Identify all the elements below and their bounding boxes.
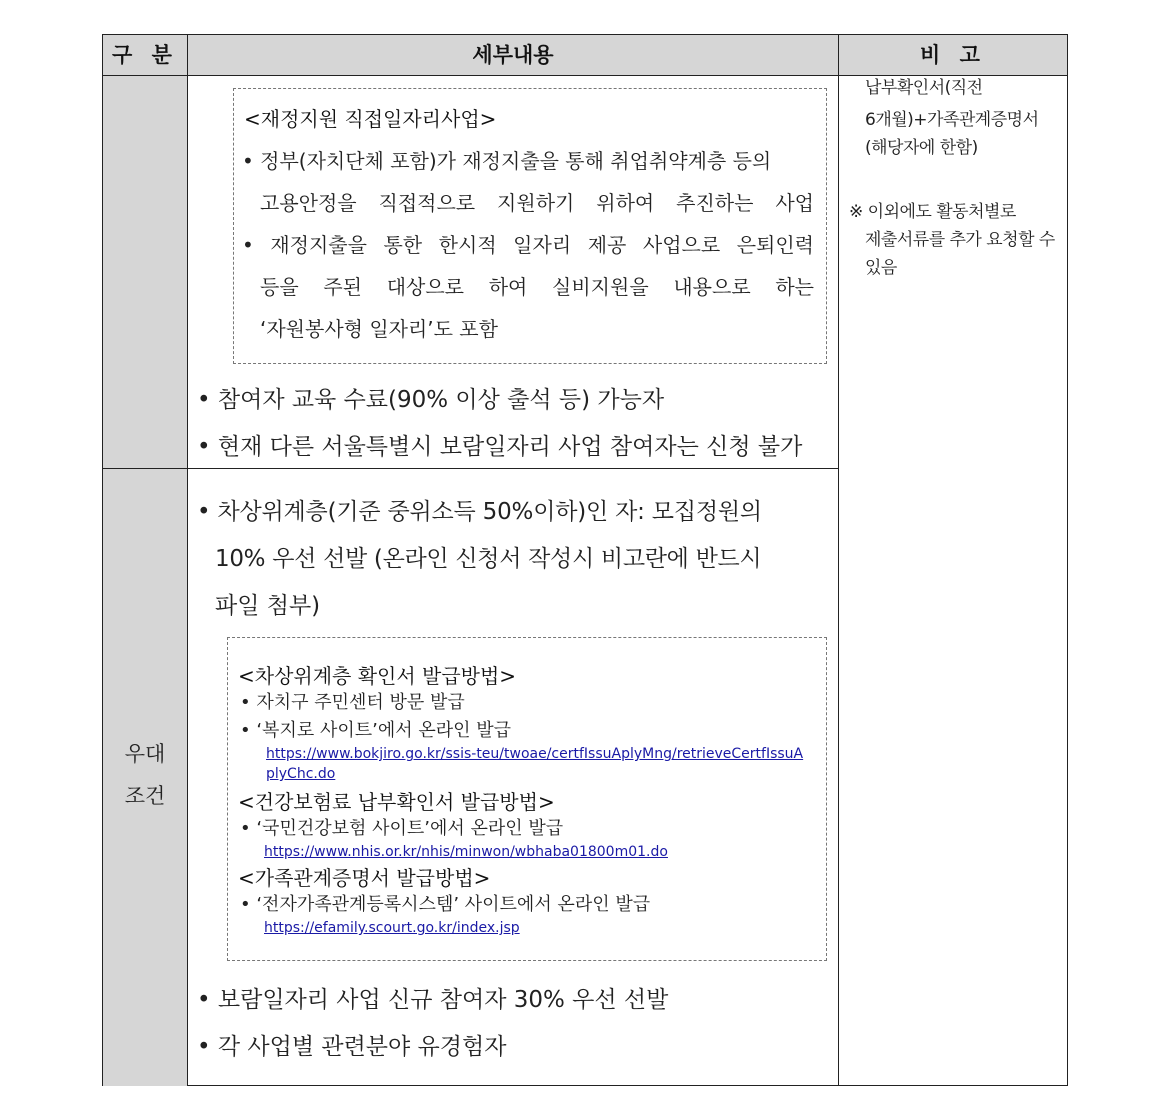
category-column <box>103 76 187 1086</box>
eligibility-table <box>102 34 1068 1086</box>
bullet-education-completion: • 참여자 교육 수료(90% 이상 출석 등) 가능자 <box>197 387 665 413</box>
remarks-line3: (해당자에 한함) <box>865 138 978 158</box>
preference-label-line1: 우대 <box>124 742 166 766</box>
direct-job-program-title: <재정지원 직접일자리사업> <box>244 107 497 131</box>
column-divider-1 <box>187 35 188 1085</box>
preference-label-line2: 조건 <box>124 784 166 808</box>
remarks-note-line1: ※ 이외에도 활동처별로 <box>849 202 1016 222</box>
remarks-line1: 납부확인서(직전 <box>865 78 983 98</box>
bokjiro-link[interactable]: https://www.bokjiro.go.kr/ssis-teu/twoae/certfIssuAplyMng/retrieveCertfIssuA <box>266 746 804 762</box>
section-family-title: <가족관계증명서 발급방법> <box>238 866 491 890</box>
preference-intro-line2: 10% 우선 선발 (온라인 신청서 작성시 비고란에 반드시 <box>215 546 762 572</box>
bullet-new-participant: • 보람일자리 사업 신규 참여자 30% 우선 선발 <box>197 987 669 1013</box>
header-remarks: 비 고 <box>920 42 986 67</box>
direct-job-program-box <box>233 88 827 364</box>
header-details: 세부내용 <box>472 42 554 67</box>
preference-intro-line1: • 차상위계층(기준 중위소득 50%이하)인 자: 모집정원의 <box>197 499 762 525</box>
row-divider <box>103 468 839 469</box>
section-health-title: <건강보험료 납부확인서 발급방법> <box>238 790 555 814</box>
remarks-note-line3: 있음 <box>865 258 897 278</box>
bullet-experience: • 각 사업별 관련분야 유경험자 <box>197 1034 507 1060</box>
issuance-methods-box <box>227 637 827 961</box>
section-health-item1: • ‘국민건강보험 사이트’에서 온라인 발급 <box>240 818 564 839</box>
header-category: 구 분 <box>112 42 178 67</box>
box-line-2: 고용안정을 직접적으로 지원하기 위하여 추진하는 사업 <box>260 191 814 215</box>
preference-intro-line3: 파일 첨부) <box>215 593 321 619</box>
section-family-item1: • ‘전자가족관계등록시스템’ 사이트에서 온라인 발급 <box>240 894 651 915</box>
box-line-1: • 정부(자치단체 포함)가 재정지출을 통해 취업취약계층 등의 <box>242 149 772 173</box>
section-low-income-title: <차상위계층 확인서 발급방법> <box>238 664 517 688</box>
box-line-4: 등을 주된 대상으로 하여 실비지원을 내용으로 하는 <box>260 275 814 299</box>
column-divider-2 <box>838 35 839 1085</box>
box-line-3: • 재정지출을 통한 한시적 일자리 제공 사업으로 은퇴인력 <box>242 233 814 257</box>
box-line-5: ‘자원봉사형 일자리’도 포함 <box>260 317 498 341</box>
remarks-note-line2: 제출서류를 추가 요청할 수 <box>865 230 1055 250</box>
bokjiro-link-cont[interactable]: plyChc.do <box>266 766 336 782</box>
remarks-line2: 6개월)+가족관계증명서 <box>865 110 1039 130</box>
efamily-link[interactable]: https://efamily.scourt.go.kr/index.jsp <box>264 920 520 936</box>
bullet-current-participant: • 현재 다른 서울특별시 보람일자리 사업 참여자는 신청 불가 <box>197 434 803 460</box>
nhis-link[interactable]: https://www.nhis.or.kr/nhis/minwon/wbhaba01800m01.do <box>264 844 668 860</box>
section-low-income-item2: • ‘복지로 사이트’에서 온라인 발급 <box>240 720 511 741</box>
section-low-income-item1: • 자치구 주민센터 방문 발급 <box>240 692 465 713</box>
